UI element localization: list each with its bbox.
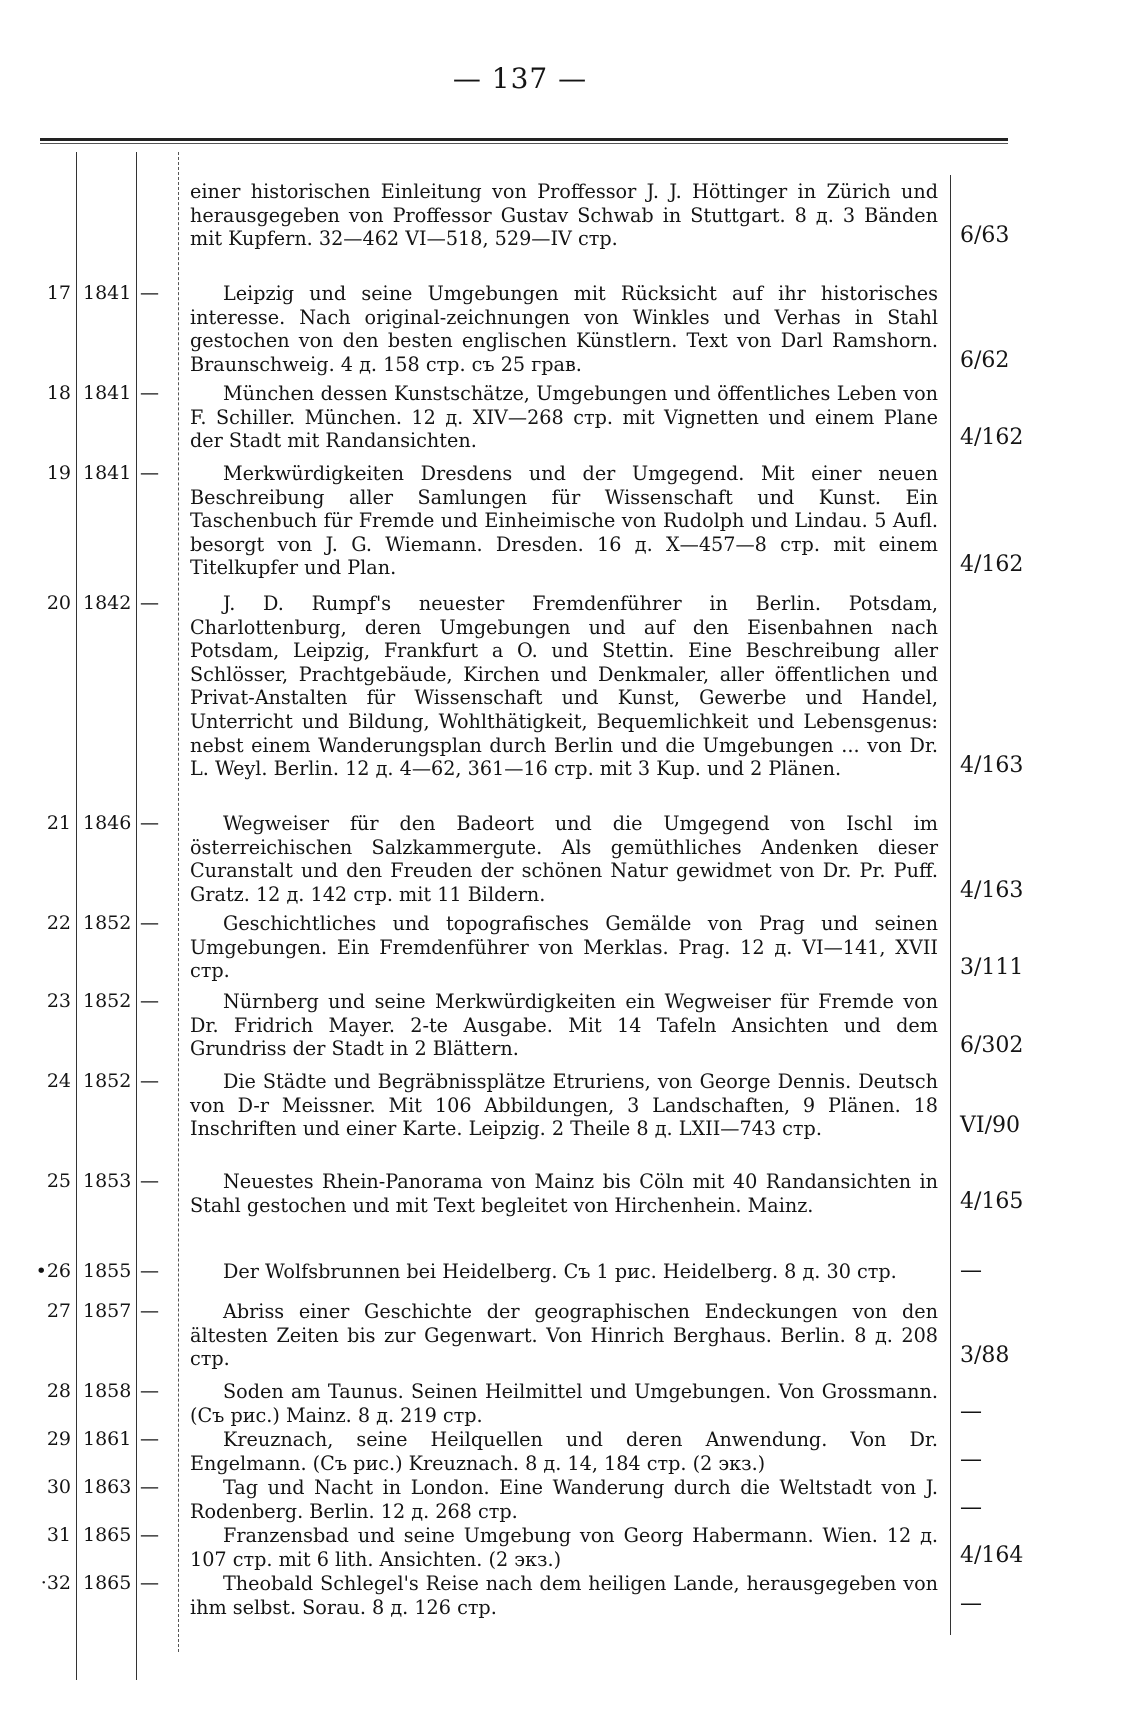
- column-rule-year: [136, 152, 137, 1680]
- entry-number: 28: [46, 1380, 71, 1402]
- entry-number: •26: [35, 1260, 71, 1282]
- entry-reference: 3/111: [960, 955, 1024, 980]
- entry-number: 22: [46, 912, 71, 934]
- entry-number: 17: [46, 282, 71, 304]
- entry-year: 1842: [83, 592, 132, 614]
- entry-text: Wegweiser für den Badeort und die Umgegend von Ischl im österreichischen Salzkammergute. Als gemüthliches Andenken dieser Curanstalt und den Freuden der schönen Natur gewidmet von Dr. Pr. Puff. Gratz. 12 д. 142 стр. mit 11 Bildern.: [190, 812, 938, 906]
- entry-year: 1841: [83, 382, 132, 404]
- entry-reference: 4/164: [960, 1543, 1024, 1568]
- entry-dash: —: [140, 1572, 159, 1594]
- entry-number: 24: [46, 1070, 71, 1092]
- entry-number: 23: [46, 990, 71, 1012]
- entry-reference: 3/88: [960, 1343, 1010, 1368]
- entry-dash: —: [140, 990, 159, 1012]
- header-rule-thin: [40, 143, 1008, 144]
- entry-dash: —: [140, 1300, 159, 1322]
- entry-text: einer historischen Einleitung von Proffessor J. J. Höttinger in Zürich und herausgegeben von Proffessor Gustav Schwab in Stuttgart. 8 д. 3 Bänden mit Kupfern. 32—462 VI—518, 529—IV стр.: [190, 180, 938, 251]
- entry-dash: —: [140, 1476, 159, 1498]
- entry-reference: 6/62: [960, 348, 1010, 373]
- entry-reference: 4/162: [960, 552, 1024, 577]
- entry-year: 1841: [83, 282, 132, 304]
- entry-year: 1846: [83, 812, 132, 834]
- entry-reference: —: [960, 1447, 982, 1472]
- entry-dash: —: [140, 382, 159, 404]
- entry-text: Merkwürdigkeiten Dresdens und der Umgegend. Mit einer neuen Beschreibung aller Samlungen für Wissenschaft und Kunst. Ein Taschenbuch für Fremde und Einheimische von Rudolph und Lindau. 5 Aufl. besorgt von J. G. Wiemann. Dresden. 16 д. X—457—8 стр. mit einem Titelkupfer und Plan.: [190, 462, 938, 580]
- entry-dash: —: [140, 1524, 159, 1546]
- entry-year: 1865: [83, 1572, 132, 1594]
- entry-reference: 4/163: [960, 753, 1024, 778]
- entry-dash: —: [140, 1260, 159, 1282]
- entry-year: 1857: [83, 1300, 132, 1322]
- entry-number: 20: [46, 592, 71, 614]
- entry-year: 1863: [83, 1476, 132, 1498]
- entry-text: Kreuznach, seine Heilquellen und deren Anwendung. Von Dr. Engelmann. (Съ рис.) Kreuznach. 8 д. 14, 184 стр. (2 экз.): [190, 1428, 938, 1475]
- entry-dash: —: [140, 1070, 159, 1092]
- entry-text: Abriss einer Geschichte der geographischen Endeckungen von den ältesten Zeiten bis zur Gegenwart. Von Hinrich Berghaus. Berlin. 8 д. 208 стр.: [190, 1300, 938, 1371]
- entry-number: 25: [46, 1170, 71, 1192]
- entry-text: Theobald Schlegel's Reise nach dem heiligen Lande, herausgegeben von ihm selbst. Sorau. 8 д. 126 стр.: [190, 1572, 938, 1619]
- entry-text: Nürnberg und seine Merkwürdigkeiten ein Wegweiser für Fremde von Dr. Fridrich Mayer. 2-te Ausgabe. Mit 14 Tafeln Ansichten und dem Grundriss der Stadt in 2 Blättern.: [190, 990, 938, 1061]
- entry-text: Neuestes Rhein-Panorama von Mainz bis Cöln mit 40 Randansichten in Stahl gestochen und mit Text begleitet von Hirchenhein. Mainz.: [190, 1170, 938, 1217]
- entry-dash: —: [140, 592, 159, 614]
- entry-text: Der Wolfsbrunnen bei Heidelberg. Съ 1 рис. Heidelberg. 8 д. 30 стр.: [223, 1260, 897, 1283]
- entry-reference: 4/163: [960, 878, 1024, 903]
- entry-reference: 6/63: [960, 223, 1010, 248]
- entry-number: ·32: [40, 1572, 71, 1594]
- entry-dash: —: [140, 1170, 159, 1192]
- entry-reference: 4/162: [960, 425, 1024, 450]
- entry-dash: —: [140, 912, 159, 934]
- entry-reference: 6/302: [960, 1033, 1024, 1058]
- entry-number: 19: [46, 462, 71, 484]
- column-rule-left: [76, 152, 77, 1680]
- entry-number: 18: [46, 382, 71, 404]
- entry-text: Franzensbad und seine Umgebung von Georg Habermann. Wien. 12 д. 107 стр. mit 6 lith. Ansichten. (2 экз.): [190, 1524, 938, 1571]
- page-number: — 137 —: [452, 62, 588, 95]
- entry-text: Die Städte und Begräbnissplätze Etruriens, von George Dennis. Deutsch von D-r Meissner. Mit 106 Abbildungen, 3 Landschaften, 9 Plänen. 18 Inschriften und einer Karte. Leipzig. 2 Theile 8 д. LXII—743 стр.: [190, 1070, 938, 1141]
- entry-number: 21: [46, 812, 71, 834]
- entry-number: 29: [46, 1428, 71, 1450]
- entry-year: 1853: [83, 1170, 132, 1192]
- entry-year: 1861: [83, 1428, 132, 1450]
- entry-reference: 4/165: [960, 1189, 1024, 1214]
- entry-reference: —: [960, 1258, 982, 1283]
- entry-year: 1852: [83, 1070, 132, 1092]
- entry-text: Tag und Nacht in London. Eine Wanderung durch die Weltstadt von J. Rodenberg. Berlin. 12 д. 268 стр.: [190, 1476, 938, 1523]
- entry-number: 27: [46, 1300, 71, 1322]
- column-rule-dash: [178, 152, 179, 1652]
- entry-reference: VI/90: [960, 1113, 1020, 1138]
- column-rule-text-right: [950, 175, 951, 1635]
- entry-year: 1852: [83, 912, 132, 934]
- entry-dash: —: [140, 1380, 159, 1402]
- entry-year: 1852: [83, 990, 132, 1012]
- entry-reference: —: [960, 1495, 982, 1520]
- header-rule: [40, 138, 1008, 141]
- entry-text: Geschichtliches und topografisches Gemälde von Prag und seinen Umgebungen. Ein Fremdenführer von Merklas. Prag. 12 д. VI—141, XVII стр.: [190, 912, 938, 983]
- entry-text: Soden am Taunus. Seinen Heilmittel und Umgebungen. Von Grossmann. (Съ рис.) Mainz. 8 д. 219 стр.: [190, 1380, 938, 1427]
- entry-year: 1841: [83, 462, 132, 484]
- entry-reference: —: [960, 1591, 982, 1616]
- entry-year: 1855: [83, 1260, 132, 1282]
- entry-dash: —: [140, 1428, 159, 1450]
- entry-dash: —: [140, 282, 159, 304]
- entry-dash: —: [140, 462, 159, 484]
- entry-year: 1858: [83, 1380, 132, 1402]
- entry-reference: —: [960, 1399, 982, 1424]
- entry-dash: —: [140, 812, 159, 834]
- entry-text: J. D. Rumpf's neuester Fremdenführer in Berlin. Potsdam, Charlottenburg, deren Umgebungen und auf den Eisenbahnen nach Potsdam, Leipzig, Frankfurt a O. und Stettin. Eine Beschreibung aller Schlösser, Prachtgebäude, Kirchen und Denkmaler, aller öffentlichen und Privat-Anstalten für Wissenschaft und Kunst, Gewerbe und Handel, Unterricht und Bildung, Wohlthätigkeit, Bequemlichkeit und Lebensgenus: nebst einem Wanderungsplan durch Berlin und die Umgebungen ... von Dr. L. Weyl. Berlin. 12 д. 4—62, 361—16 стр. mit 3 Kup. und 2 Plänen.: [190, 592, 938, 781]
- entry-text: Leipzig und seine Umgebungen mit Rücksicht auf ihr historisches interesse. Nach original-zeichnungen von Winkles und Verhas in Stahl gestochen von den besten englischen Künstlern. Text von Darl Ramshorn. Braunschweig. 4 д. 158 стр. съ 25 грав.: [190, 282, 938, 376]
- entry-text: München dessen Kunstschätze, Umgebungen und öffentliches Leben von F. Schiller. München. 12 д. XIV—268 стр. mit Vignetten und einem Plane der Stadt mit Randansichten.: [190, 382, 938, 453]
- entry-year: 1865: [83, 1524, 132, 1546]
- entry-number: 30: [46, 1476, 71, 1498]
- entry-number: 31: [46, 1524, 71, 1546]
